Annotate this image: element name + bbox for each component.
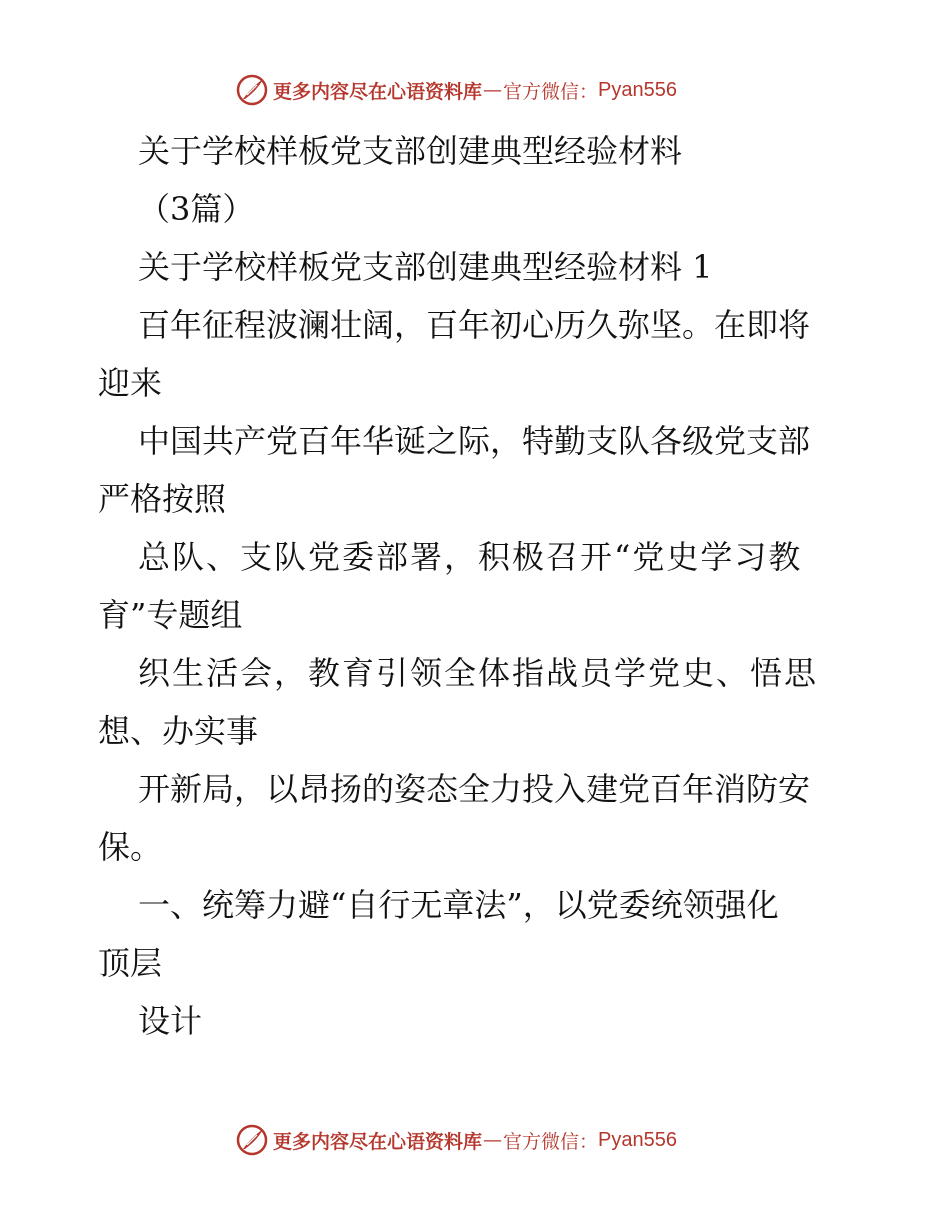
paragraph-line: 百年征程波澜壮阔，百年初心历久弥坚。在即将 [138,306,811,344]
document-body [98,122,858,1050]
watermark-sub-text: 官方微信： [503,80,599,103]
document-subtitle: （3篇） [138,190,255,228]
watermark-footer [235,1122,677,1158]
section-heading-line: 一、统筹力避“自行无章法”，以党委统领强化 [138,886,779,924]
watermark-wechat-id: Pyan556 [598,78,677,101]
paragraph-line: 严格按照 [98,480,227,518]
paragraph-line: 育”专题组 [98,596,243,634]
paragraph-line: 总队、支队党委部署，积极召开“党史学习教 [138,538,803,576]
watermark-main-text: 更多内容尽在心语资料库 [273,1130,483,1153]
paragraph-line: 织生活会，教育引领全体指战员学党史、悟思 [138,654,819,692]
watermark-separator: — [483,79,503,101]
paragraph-line: 想、办实事 [98,712,259,750]
feather-circle-logo-icon [235,1123,269,1157]
paragraph-line: 设计 [138,1002,203,1040]
section-heading: 关于学校样板党支部创建典型经验材料 1 [138,248,713,286]
feather-circle-logo-icon [235,73,269,107]
paragraph-line: 迎来 [98,364,163,402]
paragraph-line: 开新局，以昂扬的姿态全力投入建党百年消防安 [138,770,811,808]
paragraph-line: 中国共产党百年华诞之际，特勤支队各级党支部 [138,422,811,460]
paragraph-line: 保。 [98,828,163,866]
watermark-separator: — [483,1129,503,1151]
watermark-sub-text: 官方微信： [503,1130,599,1153]
watermark-main-text: 更多内容尽在心语资料库 [273,80,483,103]
paragraph-line: 顶层 [98,944,163,982]
watermark-wechat-id: Pyan556 [598,1128,677,1151]
watermark-header [235,72,677,108]
document-title: 关于学校样板党支部创建典型经验材料 [138,132,683,170]
